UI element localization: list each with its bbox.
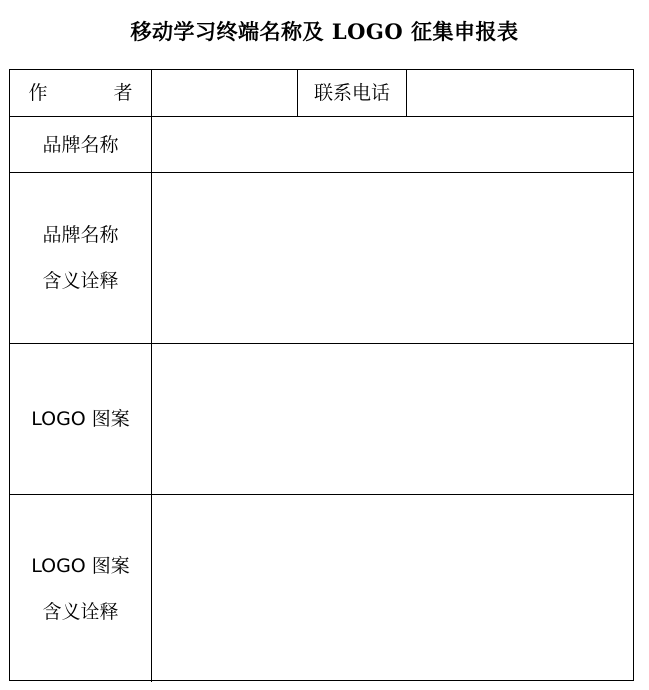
- form-title: 移动学习终端名称及 LOGO 征集申报表: [130, 19, 519, 44]
- brand-meaning-label-line1: 品牌名称: [42, 224, 119, 246]
- row-author: [10, 70, 633, 117]
- logo-meaning-field[interactable]: [152, 495, 633, 682]
- logo-meaning-label-line2: 含义诠释: [42, 600, 119, 623]
- author-label-cell: [10, 70, 163, 116]
- brand-meaning-field[interactable]: [152, 173, 633, 343]
- logo-meaning-label-line1: LOGO 图案: [31, 554, 130, 577]
- row-brand-name: [10, 117, 633, 173]
- row-logo-meaning: [10, 495, 633, 682]
- row-brand-meaning: [10, 173, 633, 344]
- brand-name-label: 品牌名称: [42, 133, 119, 156]
- phone-label-cell: [298, 70, 407, 116]
- row-logo: [10, 344, 633, 495]
- brand-meaning-label-cell: [10, 173, 152, 343]
- brand-name-label-cell: [10, 117, 152, 172]
- phone-field[interactable]: [407, 70, 633, 116]
- logo-label-cell: [10, 344, 152, 494]
- application-form-table: [9, 69, 634, 681]
- logo-meaning-label-cell: [10, 495, 152, 682]
- author-field[interactable]: [152, 70, 298, 116]
- brand-meaning-label-line2: 含义诠释: [42, 270, 119, 292]
- author-label: 作 者: [28, 82, 163, 104]
- logo-field[interactable]: [152, 344, 633, 494]
- brand-name-field[interactable]: [152, 117, 633, 172]
- phone-label: 联系电话: [313, 82, 390, 104]
- logo-label: LOGO 图案: [31, 408, 130, 430]
